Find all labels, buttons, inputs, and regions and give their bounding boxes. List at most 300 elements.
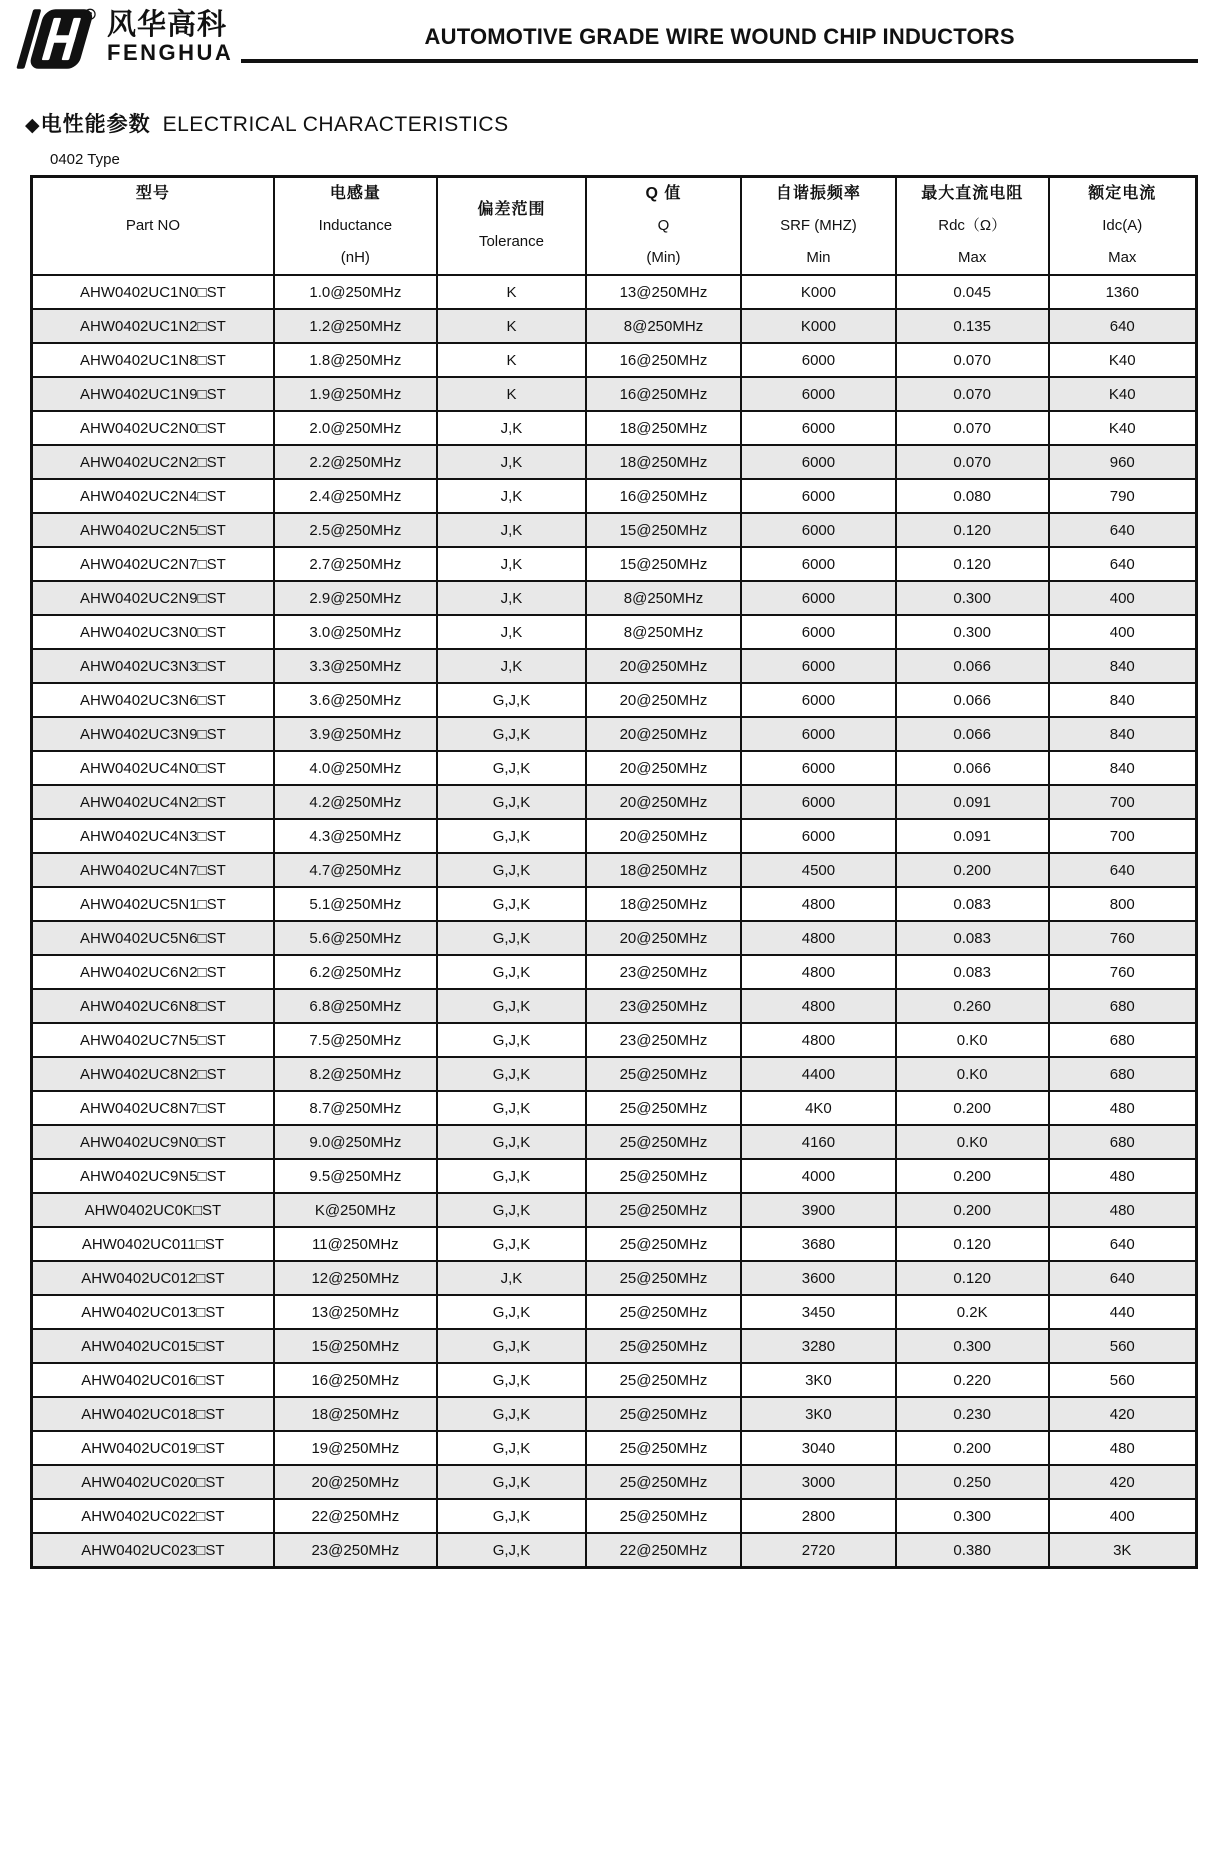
cell-tolerance: J,K xyxy=(437,581,586,615)
cell-idc: 840 xyxy=(1049,683,1197,717)
cell-idc: 400 xyxy=(1049,615,1197,649)
cell-tolerance: G,J,K xyxy=(437,1431,586,1465)
table-row xyxy=(32,1329,1197,1363)
cell-q: 23@250MHz xyxy=(586,989,741,1023)
cell-tolerance: J,K xyxy=(437,513,586,547)
cell-idc: 680 xyxy=(1049,1023,1197,1057)
cell-rdc: 0.070 xyxy=(896,411,1049,445)
table-subtitle: 0402 Type xyxy=(50,151,120,168)
cell-part-no: AHW0402UC9N5□ST xyxy=(32,1159,274,1193)
cell-q: 18@250MHz xyxy=(586,445,741,479)
cell-tolerance: G,J,K xyxy=(437,989,586,1023)
cell-tolerance: G,J,K xyxy=(437,1091,586,1125)
cell-tolerance: G,J,K xyxy=(437,853,586,887)
cell-q: 16@250MHz xyxy=(586,377,741,411)
cell-idc: 840 xyxy=(1049,717,1197,751)
cell-tolerance: G,J,K xyxy=(437,819,586,853)
cell-part-no: AHW0402UC1N2□ST xyxy=(32,309,274,343)
cell-part-no: AHW0402UC9N0□ST xyxy=(32,1125,274,1159)
diamond-bullet-icon: ◆ xyxy=(25,115,40,136)
cell-q: 25@250MHz xyxy=(586,1125,741,1159)
cell-inductance: 22@250MHz xyxy=(274,1499,437,1533)
cell-srf: 4160 xyxy=(741,1125,896,1159)
cell-inductance: 2.4@250MHz xyxy=(274,479,437,513)
cell-part-no: AHW0402UC7N5□ST xyxy=(32,1023,274,1057)
cell-tolerance: G,J,K xyxy=(437,1227,586,1261)
cell-q: 25@250MHz xyxy=(586,1159,741,1193)
table-row xyxy=(32,921,1197,955)
cell-part-no: AHW0402UC016□ST xyxy=(32,1363,274,1397)
cell-inductance: 6.8@250MHz xyxy=(274,989,437,1023)
cell-q: 20@250MHz xyxy=(586,683,741,717)
cell-part-no: AHW0402UC2N2□ST xyxy=(32,445,274,479)
cell-tolerance: G,J,K xyxy=(437,751,586,785)
cell-rdc: 0.220 xyxy=(896,1363,1049,1397)
table-row xyxy=(32,1159,1197,1193)
cell-srf: 4800 xyxy=(741,989,896,1023)
cell-part-no: AHW0402UC2N4□ST xyxy=(32,479,274,513)
cell-q: 25@250MHz xyxy=(586,1193,741,1227)
cell-q: 15@250MHz xyxy=(586,513,741,547)
cell-srf: 6000 xyxy=(741,785,896,819)
cell-inductance: 2.7@250MHz xyxy=(274,547,437,581)
cell-part-no: AHW0402UC4N3□ST xyxy=(32,819,274,853)
table-row xyxy=(32,683,1197,717)
col-header-q: Q 值 Q (Min) xyxy=(586,177,741,276)
table-header xyxy=(32,177,1197,276)
cell-rdc: 0.300 xyxy=(896,581,1049,615)
cell-inductance: 13@250MHz xyxy=(274,1295,437,1329)
cell-idc: 480 xyxy=(1049,1159,1197,1193)
cell-part-no: AHW0402UC3N0□ST xyxy=(32,615,274,649)
cell-idc: 560 xyxy=(1049,1329,1197,1363)
cell-rdc: 0.300 xyxy=(896,1499,1049,1533)
cell-tolerance: G,J,K xyxy=(437,1397,586,1431)
cell-srf: 4800 xyxy=(741,921,896,955)
cell-idc: 840 xyxy=(1049,649,1197,683)
cell-srf: 3K0 xyxy=(741,1363,896,1397)
title-rule xyxy=(241,59,1198,63)
cell-part-no: AHW0402UC013□ST xyxy=(32,1295,274,1329)
cell-rdc: 0.300 xyxy=(896,1329,1049,1363)
cell-inductance: K@250MHz xyxy=(274,1193,437,1227)
cell-q: 16@250MHz xyxy=(586,343,741,377)
cell-q: 16@250MHz xyxy=(586,479,741,513)
cell-srf: 6000 xyxy=(741,819,896,853)
cell-inductance: 1.0@250MHz xyxy=(274,275,437,309)
cell-inductance: 2.5@250MHz xyxy=(274,513,437,547)
col-header-inductance: 电感量 Inductance (nH) xyxy=(274,177,437,276)
table-row xyxy=(32,1533,1197,1568)
cell-tolerance: G,J,K xyxy=(437,921,586,955)
table-row xyxy=(32,1057,1197,1091)
cell-part-no: AHW0402UC6N2□ST xyxy=(32,955,274,989)
table-row xyxy=(32,1023,1197,1057)
cell-part-no: AHW0402UC4N7□ST xyxy=(32,853,274,887)
cell-part-no: AHW0402UC019□ST xyxy=(32,1431,274,1465)
cell-idc: 480 xyxy=(1049,1091,1197,1125)
cell-inductance: 4.3@250MHz xyxy=(274,819,437,853)
cell-srf: 4000 xyxy=(741,1159,896,1193)
cell-part-no: AHW0402UC011□ST xyxy=(32,1227,274,1261)
table-body xyxy=(32,275,1197,1568)
cell-srf: 6000 xyxy=(741,615,896,649)
cell-rdc: 0.083 xyxy=(896,955,1049,989)
cell-inductance: 7.5@250MHz xyxy=(274,1023,437,1057)
table-row xyxy=(32,751,1197,785)
cell-rdc: 0.066 xyxy=(896,717,1049,751)
cell-srf: 6000 xyxy=(741,445,896,479)
cell-tolerance: G,J,K xyxy=(437,717,586,751)
cell-idc: 800 xyxy=(1049,887,1197,921)
table-row xyxy=(32,1091,1197,1125)
cell-srf: 3040 xyxy=(741,1431,896,1465)
cell-inductance: 2.9@250MHz xyxy=(274,581,437,615)
cell-part-no: AHW0402UC018□ST xyxy=(32,1397,274,1431)
cell-rdc: 0.045 xyxy=(896,275,1049,309)
cell-inductance: 3.6@250MHz xyxy=(274,683,437,717)
cell-inductance: 8.7@250MHz xyxy=(274,1091,437,1125)
cell-part-no: AHW0402UC1N8□ST xyxy=(32,343,274,377)
table-row xyxy=(32,309,1197,343)
cell-tolerance: J,K xyxy=(437,479,586,513)
electrical-characteristics-table xyxy=(30,175,1198,1569)
cell-srf: 4800 xyxy=(741,955,896,989)
cell-rdc: 0.120 xyxy=(896,1227,1049,1261)
cell-tolerance: G,J,K xyxy=(437,1057,586,1091)
cell-q: 18@250MHz xyxy=(586,411,741,445)
cell-srf: 3000 xyxy=(741,1465,896,1499)
table-row xyxy=(32,513,1197,547)
table-row xyxy=(32,411,1197,445)
cell-srf: 3450 xyxy=(741,1295,896,1329)
cell-srf: 6000 xyxy=(741,581,896,615)
cell-part-no: AHW0402UC3N6□ST xyxy=(32,683,274,717)
cell-q: 18@250MHz xyxy=(586,887,741,921)
cell-idc: 790 xyxy=(1049,479,1197,513)
table-row xyxy=(32,1397,1197,1431)
cell-srf: 6000 xyxy=(741,479,896,513)
section-heading-en: ELECTRICAL CHARACTERISTICS xyxy=(162,113,509,136)
cell-rdc: 0.066 xyxy=(896,751,1049,785)
cell-rdc: 0.200 xyxy=(896,1159,1049,1193)
cell-rdc: 0.135 xyxy=(896,309,1049,343)
section-heading-cn: 电性能参数 xyxy=(40,113,151,136)
cell-srf: 3K0 xyxy=(741,1397,896,1431)
cell-idc: 640 xyxy=(1049,309,1197,343)
cell-rdc: 0.300 xyxy=(896,615,1049,649)
cell-inductance: 16@250MHz xyxy=(274,1363,437,1397)
cell-inductance: 6.2@250MHz xyxy=(274,955,437,989)
cell-rdc: 0.066 xyxy=(896,683,1049,717)
cell-tolerance: G,J,K xyxy=(437,785,586,819)
table-row xyxy=(32,343,1197,377)
cell-part-no: AHW0402UC023□ST xyxy=(32,1533,274,1568)
fenghua-logo-icon xyxy=(15,8,97,70)
cell-tolerance: K xyxy=(437,343,586,377)
cell-part-no: AHW0402UC5N6□ST xyxy=(32,921,274,955)
cell-inductance: 4.7@250MHz xyxy=(274,853,437,887)
table-row xyxy=(32,989,1197,1023)
cell-srf: 6000 xyxy=(741,649,896,683)
cell-rdc: 0.120 xyxy=(896,513,1049,547)
cell-part-no: AHW0402UC2N5□ST xyxy=(32,513,274,547)
cell-part-no: AHW0402UC2N7□ST xyxy=(32,547,274,581)
cell-tolerance: G,J,K xyxy=(437,1193,586,1227)
cell-part-no: AHW0402UC020□ST xyxy=(32,1465,274,1499)
cell-q: 20@250MHz xyxy=(586,751,741,785)
cell-rdc: 0.260 xyxy=(896,989,1049,1023)
cell-q: 25@250MHz xyxy=(586,1295,741,1329)
cell-q: 8@250MHz xyxy=(586,615,741,649)
cell-rdc: 0.083 xyxy=(896,887,1049,921)
cell-tolerance: K xyxy=(437,377,586,411)
cell-rdc: 0.120 xyxy=(896,1261,1049,1295)
table-row xyxy=(32,581,1197,615)
cell-part-no: AHW0402UC2N9□ST xyxy=(32,581,274,615)
cell-rdc: 0.K0 xyxy=(896,1057,1049,1091)
cell-part-no: AHW0402UC1N9□ST xyxy=(32,377,274,411)
table-row xyxy=(32,275,1197,309)
table-row xyxy=(32,1227,1197,1261)
col-header-tolerance: 偏差范围 Tolerance xyxy=(437,177,586,276)
cell-inductance: 2.0@250MHz xyxy=(274,411,437,445)
cell-srf: 3280 xyxy=(741,1329,896,1363)
col-header-srf: 自谐振频率 SRF (MHZ) Min xyxy=(741,177,896,276)
cell-srf: 2800 xyxy=(741,1499,896,1533)
cell-idc: 760 xyxy=(1049,921,1197,955)
cell-rdc: 0.080 xyxy=(896,479,1049,513)
cell-inductance: 2.2@250MHz xyxy=(274,445,437,479)
cell-inductance: 15@250MHz xyxy=(274,1329,437,1363)
cell-tolerance: G,J,K xyxy=(437,1329,586,1363)
cell-idc: 480 xyxy=(1049,1193,1197,1227)
cell-rdc: 0.083 xyxy=(896,921,1049,955)
cell-rdc: 0.2K xyxy=(896,1295,1049,1329)
cell-inductance: 3.3@250MHz xyxy=(274,649,437,683)
table-row xyxy=(32,377,1197,411)
cell-tolerance: G,J,K xyxy=(437,1533,586,1568)
table-row xyxy=(32,785,1197,819)
cell-rdc: 0.066 xyxy=(896,649,1049,683)
cell-inductance: 20@250MHz xyxy=(274,1465,437,1499)
cell-inductance: 12@250MHz xyxy=(274,1261,437,1295)
cell-idc: 640 xyxy=(1049,547,1197,581)
cell-rdc: 0.120 xyxy=(896,547,1049,581)
table-row xyxy=(32,1295,1197,1329)
col-header-idc: 额定电流 Idc(A) Max xyxy=(1049,177,1197,276)
cell-idc: 400 xyxy=(1049,581,1197,615)
cell-inductance: 3.9@250MHz xyxy=(274,717,437,751)
cell-inductance: 9.0@250MHz xyxy=(274,1125,437,1159)
cell-rdc: 0.070 xyxy=(896,343,1049,377)
cell-q: 8@250MHz xyxy=(586,581,741,615)
cell-tolerance: K xyxy=(437,309,586,343)
cell-tolerance: J,K xyxy=(437,411,586,445)
cell-q: 23@250MHz xyxy=(586,1023,741,1057)
cell-idc: 3K xyxy=(1049,1533,1197,1568)
table-row xyxy=(32,1193,1197,1227)
cell-inductance: 1.2@250MHz xyxy=(274,309,437,343)
cell-srf: 6000 xyxy=(741,683,896,717)
cell-part-no: AHW0402UC0K□ST xyxy=(32,1193,274,1227)
table-row xyxy=(32,955,1197,989)
cell-idc: K40 xyxy=(1049,343,1197,377)
cell-q: 25@250MHz xyxy=(586,1227,741,1261)
table-row xyxy=(32,1431,1197,1465)
cell-q: 20@250MHz xyxy=(586,717,741,751)
cell-q: 25@250MHz xyxy=(586,1057,741,1091)
cell-inductance: 4.0@250MHz xyxy=(274,751,437,785)
cell-rdc: 0.200 xyxy=(896,1431,1049,1465)
cell-idc: 680 xyxy=(1049,1125,1197,1159)
cell-srf: 6000 xyxy=(741,343,896,377)
cell-tolerance: J,K xyxy=(437,1261,586,1295)
cell-tolerance: G,J,K xyxy=(437,1295,586,1329)
cell-idc: 420 xyxy=(1049,1397,1197,1431)
cell-inductance: 1.9@250MHz xyxy=(274,377,437,411)
cell-tolerance: G,J,K xyxy=(437,1023,586,1057)
cell-part-no: AHW0402UC3N3□ST xyxy=(32,649,274,683)
cell-inductance: 8.2@250MHz xyxy=(274,1057,437,1091)
cell-q: 22@250MHz xyxy=(586,1533,741,1568)
cell-tolerance: J,K xyxy=(437,649,586,683)
cell-rdc: 0.K0 xyxy=(896,1023,1049,1057)
cell-idc: 640 xyxy=(1049,513,1197,547)
table-row xyxy=(32,479,1197,513)
cell-q: 25@250MHz xyxy=(586,1431,741,1465)
cell-idc: 440 xyxy=(1049,1295,1197,1329)
cell-inductance: 5.6@250MHz xyxy=(274,921,437,955)
cell-part-no: AHW0402UC015□ST xyxy=(32,1329,274,1363)
cell-q: 25@250MHz xyxy=(586,1465,741,1499)
title-block xyxy=(241,8,1198,63)
cell-part-no: AHW0402UC8N2□ST xyxy=(32,1057,274,1091)
brand-name-en: FENGHUA xyxy=(107,40,234,66)
cell-idc: 1360 xyxy=(1049,275,1197,309)
cell-tolerance: G,J,K xyxy=(437,1465,586,1499)
cell-tolerance: K xyxy=(437,275,586,309)
cell-idc: 640 xyxy=(1049,1227,1197,1261)
cell-srf: 6000 xyxy=(741,411,896,445)
table-row xyxy=(32,649,1197,683)
cell-srf: K000 xyxy=(741,275,896,309)
cell-inductance: 18@250MHz xyxy=(274,1397,437,1431)
cell-srf: 6000 xyxy=(741,717,896,751)
cell-q: 25@250MHz xyxy=(586,1091,741,1125)
cell-rdc: 0.200 xyxy=(896,1091,1049,1125)
cell-inductance: 9.5@250MHz xyxy=(274,1159,437,1193)
masthead xyxy=(0,8,1220,70)
cell-rdc: 0.070 xyxy=(896,445,1049,479)
cell-inductance: 11@250MHz xyxy=(274,1227,437,1261)
cell-idc: K40 xyxy=(1049,411,1197,445)
cell-q: 20@250MHz xyxy=(586,785,741,819)
cell-tolerance: G,J,K xyxy=(437,1363,586,1397)
cell-idc: 700 xyxy=(1049,785,1197,819)
cell-part-no: AHW0402UC8N7□ST xyxy=(32,1091,274,1125)
table-row xyxy=(32,819,1197,853)
cell-tolerance: J,K xyxy=(437,547,586,581)
cell-part-no: AHW0402UC2N0□ST xyxy=(32,411,274,445)
cell-rdc: 0.070 xyxy=(896,377,1049,411)
cell-tolerance: J,K xyxy=(437,445,586,479)
cell-srf: 6000 xyxy=(741,377,896,411)
cell-tolerance: G,J,K xyxy=(437,887,586,921)
cell-srf: 6000 xyxy=(741,513,896,547)
cell-srf: 4800 xyxy=(741,887,896,921)
svg-text:R: R xyxy=(87,11,93,19)
table-row xyxy=(32,1125,1197,1159)
cell-srf: 6000 xyxy=(741,751,896,785)
cell-part-no: AHW0402UC022□ST xyxy=(32,1499,274,1533)
cell-idc: K40 xyxy=(1049,377,1197,411)
cell-tolerance: G,J,K xyxy=(437,1159,586,1193)
cell-q: 15@250MHz xyxy=(586,547,741,581)
table-row xyxy=(32,445,1197,479)
cell-q: 25@250MHz xyxy=(586,1397,741,1431)
cell-idc: 400 xyxy=(1049,1499,1197,1533)
cell-part-no: AHW0402UC4N2□ST xyxy=(32,785,274,819)
cell-part-no: AHW0402UC4N0□ST xyxy=(32,751,274,785)
cell-srf: 3680 xyxy=(741,1227,896,1261)
cell-idc: 840 xyxy=(1049,751,1197,785)
fenghua-logo xyxy=(15,8,233,70)
cell-rdc: 0.230 xyxy=(896,1397,1049,1431)
cell-tolerance: G,J,K xyxy=(437,1125,586,1159)
cell-idc: 680 xyxy=(1049,989,1197,1023)
table-row xyxy=(32,1465,1197,1499)
table-row xyxy=(32,1363,1197,1397)
cell-srf: 4800 xyxy=(741,1023,896,1057)
cell-idc: 420 xyxy=(1049,1465,1197,1499)
cell-q: 8@250MHz xyxy=(586,309,741,343)
cell-idc: 640 xyxy=(1049,853,1197,887)
table-row xyxy=(32,547,1197,581)
cell-idc: 760 xyxy=(1049,955,1197,989)
cell-inductance: 19@250MHz xyxy=(274,1431,437,1465)
cell-q: 18@250MHz xyxy=(586,853,741,887)
col-header-rdc: 最大直流电阻 Rdc（Ω） Max xyxy=(896,177,1049,276)
cell-srf: 4400 xyxy=(741,1057,896,1091)
cell-rdc: 0.380 xyxy=(896,1533,1049,1568)
cell-inductance: 1.8@250MHz xyxy=(274,343,437,377)
cell-q: 20@250MHz xyxy=(586,819,741,853)
cell-rdc: 0.091 xyxy=(896,819,1049,853)
col-header-part-no: 型号 Part NO xyxy=(32,177,274,276)
cell-rdc: 0.091 xyxy=(896,785,1049,819)
cell-part-no: AHW0402UC1N0□ST xyxy=(32,275,274,309)
table-row xyxy=(32,887,1197,921)
cell-inductance: 5.1@250MHz xyxy=(274,887,437,921)
brand-name-cn: 风华高科 xyxy=(107,9,228,41)
cell-part-no: AHW0402UC6N8□ST xyxy=(32,989,274,1023)
cell-q: 25@250MHz xyxy=(586,1329,741,1363)
cell-idc: 640 xyxy=(1049,1261,1197,1295)
cell-q: 20@250MHz xyxy=(586,649,741,683)
cell-q: 25@250MHz xyxy=(586,1363,741,1397)
cell-rdc: 0.200 xyxy=(896,1193,1049,1227)
cell-idc: 700 xyxy=(1049,819,1197,853)
cell-rdc: 0.250 xyxy=(896,1465,1049,1499)
cell-idc: 480 xyxy=(1049,1431,1197,1465)
cell-srf: K000 xyxy=(741,309,896,343)
cell-q: 20@250MHz xyxy=(586,921,741,955)
cell-part-no: AHW0402UC5N1□ST xyxy=(32,887,274,921)
cell-inductance: 3.0@250MHz xyxy=(274,615,437,649)
logo-text xyxy=(107,8,233,65)
cell-tolerance: G,J,K xyxy=(437,683,586,717)
